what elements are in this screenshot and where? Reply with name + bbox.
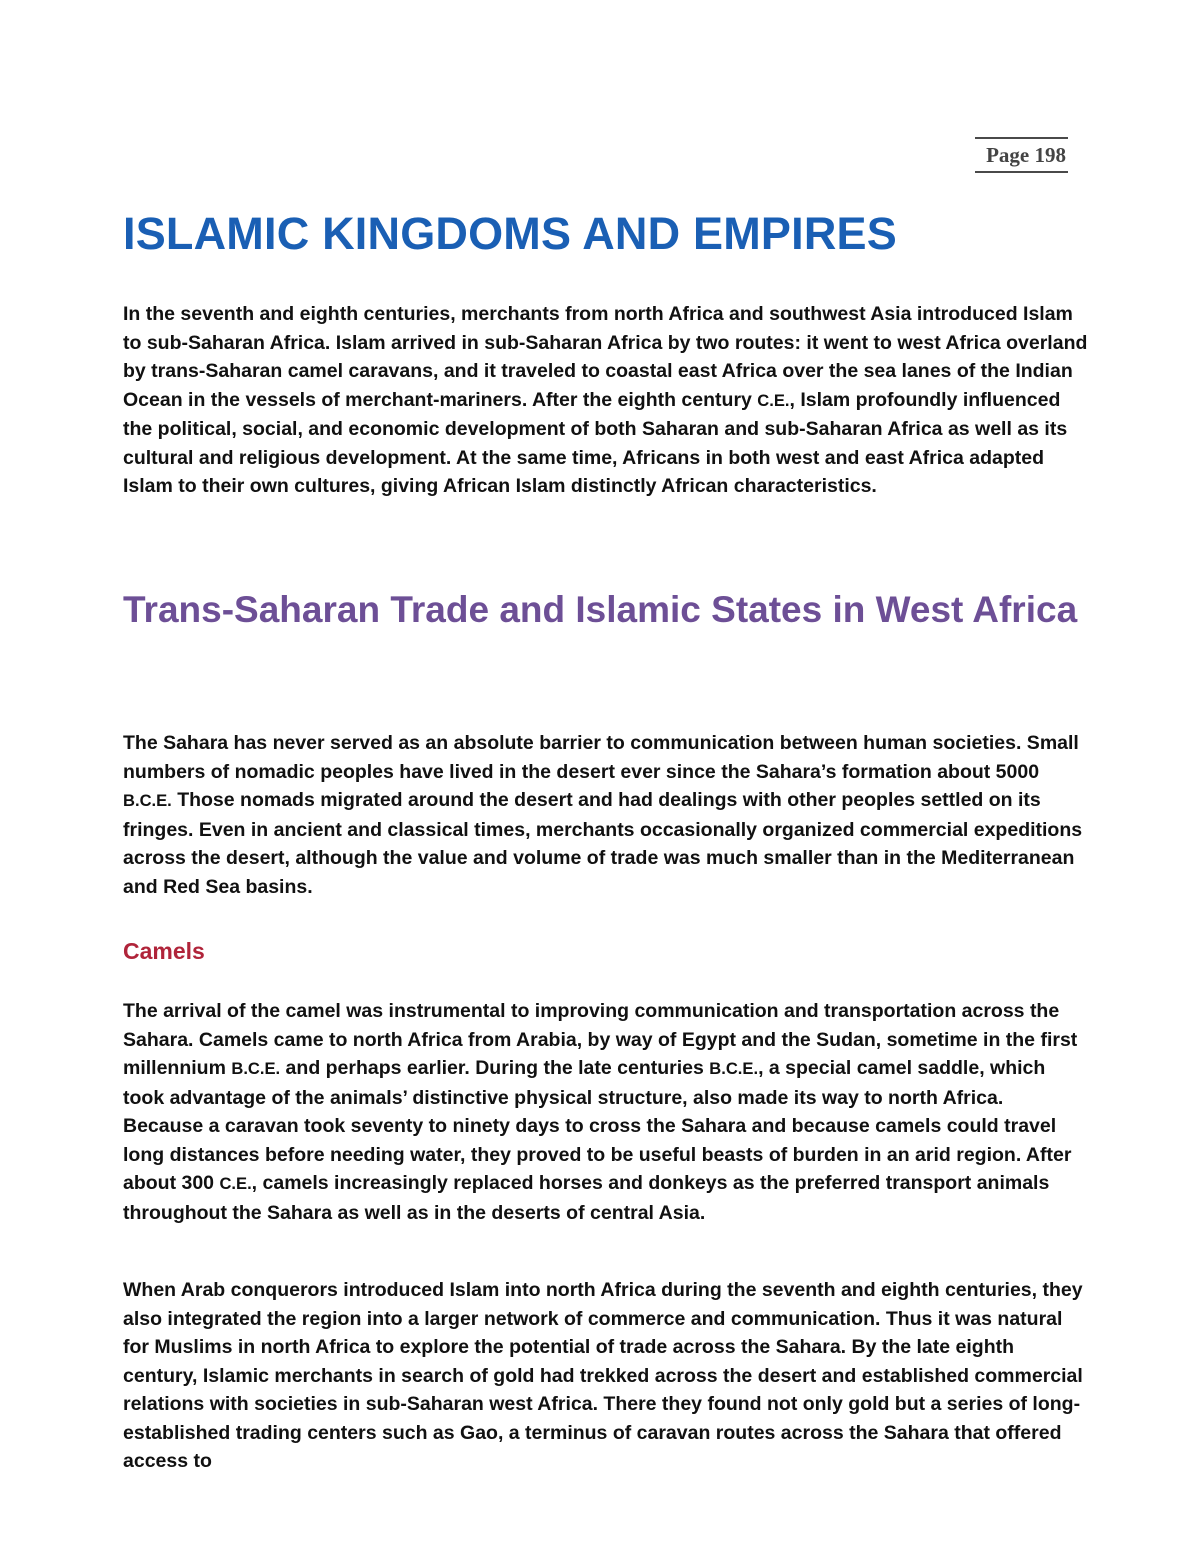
intro-paragraph	[123, 300, 1088, 501]
camels-text-c: and perhaps earlier. During the late centuries	[280, 1057, 710, 1079]
section-heading: Trans-Saharan Trade and Islamic States in West Africa	[123, 589, 1078, 630]
era-abbrev: B.C.E.	[123, 791, 172, 810]
era-abbrev: B.C.E.	[709, 1059, 759, 1078]
section-text-1: The Sahara has never served as an absolute barrier to communication between human societies. Small numbers of nomadic peoples have lived in the desert ever since the Sahara’s formation about 5000	[123, 732, 1079, 783]
camels-paragraph-2: When Arab conquerors introduced Islam into north Africa during the seventh and eighth centuries, they also integrated the region into a larger network of commerce and communication. Thus it was natural for Muslims in north Africa to explore the potential of trade across the Sahara. By the late eighth century, Islamic merchants in search of gold had trekked across the desert and established commercial relations with societies in sub-Saharan west Africa. There they found not only gold but a series of long-established trading centers such as Gao, a terminus of caravan routes across the Sahara that offered access to	[123, 1279, 1083, 1472]
subsection-heading: Camels	[123, 938, 205, 964]
intro-text-2: , Islam profoundly influenced the political, social, and economic development of both Saharan and sub-Saharan Africa as well as its cultural and religious development. At the same time, Africans in both west and east Africa adapted Islam to their own cultures, giving African Islam distinctly African characteristics.	[123, 388, 1068, 497]
era-abbrev: C.E.	[757, 390, 790, 410]
page-title: ISLAMIC KINGDOMS AND EMPIRES	[123, 208, 897, 259]
camels-text-b: came to north Africa from Arabia, by way of Egypt and the Sudan, sometime in the first millennium	[123, 1028, 1078, 1079]
camels-paragraph-1	[123, 997, 1088, 1227]
camels-text-e: , camels increasingly replaced horses and donkeys as the preferred transport animals throughout the Sahara as well as in the deserts of central Asia.	[123, 1172, 1050, 1224]
page-number: Page 198	[975, 137, 1068, 173]
camels-text-a: The arrival of the camel was instrumental to improving communication and transportation across the Sahara.	[123, 1000, 1060, 1051]
camels-text-d: , a special camel saddle, which took advantage of the animals’ distinctive physical structure, also made its way to north Africa. Because a caravan took seventy to ninety days to cross the Sahara and because camels could travel long distances before needing water, they proved to be useful beasts of burden in an arid region. After about 300	[123, 1057, 1072, 1194]
era-abbrev: C.E.	[219, 1174, 252, 1193]
intro-text-1: In the seventh and eighth centuries, merchants from north Africa and southwest Asia introduced Islam to sub-Saharan Africa. Islam arrived in sub-Saharan Africa by two routes: it went to west Africa overland by trans-Saharan camel caravans, and it traveled to coastal east Africa over the sea lanes of the Indian Ocean in the vessels of merchant-mariners. After the eighth century	[123, 303, 1088, 411]
section-text-2: Those nomads migrated around the desert and had dealings with other peoples settled on its fringes. Even in ancient and classical times, merchants occasionally organized commercial expeditions across the desert, although the value and volume of trade was much smaller than in the Mediterranean and Red Sea basins.	[123, 789, 1083, 898]
key-term: Camels	[198, 1028, 269, 1051]
era-abbrev: B.C.E.	[231, 1059, 281, 1078]
section-paragraph	[123, 729, 1088, 901]
